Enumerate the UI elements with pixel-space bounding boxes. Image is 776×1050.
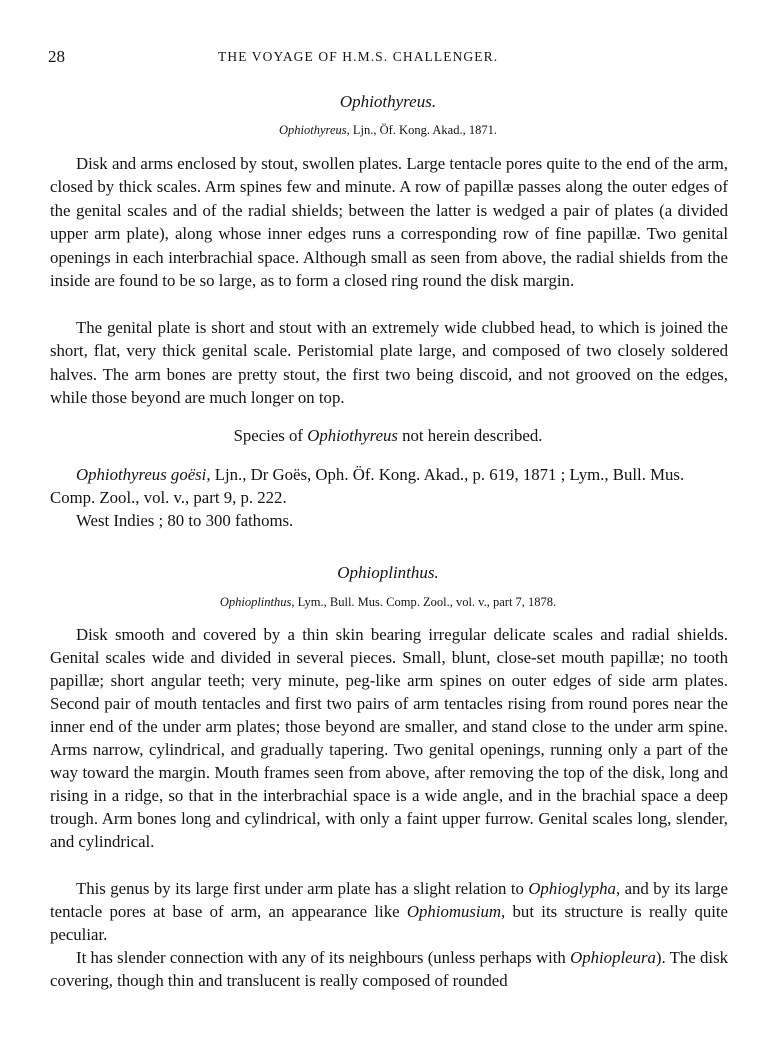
para5-text-a: It has slender connection with any of its neighbours (unless perhaps with (76, 948, 571, 967)
para4-text-c: , but its structure is really quite peculiar. (50, 902, 728, 944)
species-entry-goesi (50, 463, 728, 510)
citation-reference: , Ljn., Öf. Kong. Akad., 1871. (346, 123, 497, 137)
genus-ref-ophioglypha: Ophioglypha (528, 879, 616, 898)
species-list-heading (0, 426, 776, 446)
genus-ref-ophiopleura: Ophiopleura (570, 948, 656, 967)
para5-text-b: ). The disk covering, though thin and translucent is really composed of rounded (50, 948, 728, 990)
running-title: THE VOYAGE OF H.M.S. CHALLENGER. (218, 49, 499, 64)
running-head (48, 47, 728, 69)
citation-genus-name: Ophiothyreus (279, 123, 347, 137)
genus-heading-ophioplinthus: Ophioplinthus. (337, 563, 439, 582)
genus-citation-ophiothyreus (0, 123, 776, 138)
genus-heading-ophiothyreus: Ophiothyreus. (339, 92, 437, 111)
citation-reference-2: , Lym., Bull. Mus. Comp. Zool., vol. v., part 7, 1878. (291, 595, 557, 609)
genus-ref-ophiomusium: Ophiomusium (406, 902, 502, 921)
species-heading-pre: Species of (233, 426, 308, 445)
description-paragraph-2: The genital plate is short and stout with an extremely wide clubbed head, to which is joined the short, flat, very thick genital scale. Peristomial plate large, and composed of two closely soldered halves. The arm bones are pretty stout, the first two being discoid, and not grooved on the edges, while those beyond are much longer on top. (50, 318, 728, 408)
para4-text-b: , and by its large tentacle pores at base of arm, an appearance like (50, 879, 728, 921)
description-paragraph-4 (50, 877, 728, 946)
species-heading-genus: Ophiothyreus (307, 426, 398, 445)
species-entry-name: Ophiothyreus goësi (76, 465, 207, 484)
genus-citation-ophioplinthus (0, 595, 776, 610)
species-heading-post: not herein described. (397, 426, 543, 445)
citation-genus-name-2: Ophioplinthus (219, 595, 292, 609)
description-paragraph-1: Disk and arms enclosed by stout, swollen plates. Large tentacle pores quite to the end of the arm, closed by thick scales. Arm spines few and minute. A row of papillæ passes along the outer edges of the genital scales and of the radial shields; between the latter is wedged a pair of plates (a divided upper arm plate), along whose inner edges runs a corresponding row of fine papillæ. Two genital openings in each interbrachial space. Although small as seen from above, the radial shields from the inside are found to be so large, as to form a closed ring round the disk margin. (50, 154, 728, 291)
description-paragraph-5 (50, 946, 728, 992)
page-number: 28 (48, 47, 65, 66)
description-paragraph-3: Disk smooth and covered by a thin skin bearing irregular delicate scales and radial shields. Genital scales wide and divided in several pieces. Small, blunt, close-set mouth papillæ; no tooth papillæ; short angular teeth; very minute, peg-like arm spines on outer edges of side arm plates. Second pair of mouth tentacles and first two pairs of arm tentacles rising from round pores near the inner end of the under arm plates; those beyond are smaller, and stand close to the under arm spine. Arms narrow, cylindrical, and gradually tapering. Two genital openings, running only a part of the way toward the margin. Mouth frames seen from above, after removing the top of the disk, long and rising in a ridge, so that in the interbrachial space is a wide angle, and in the brachial space a deep trough. Arm bones long and cylindrical, with only a faint upper furrow. Genital scales long, slender, and cylindrical. (50, 625, 728, 851)
para4-text-a: This genus by its large first under arm plate has a slight relation to (76, 879, 529, 898)
species-locality: West Indies ; 80 to 300 fathoms. (76, 511, 294, 530)
species-entry-reference: , Ljn., Dr Goës, Oph. Öf. Kong. Akad., p. 619, 1871 ; Lym., Bull. Mus. Comp. Zool., vol. v., part 9, p. 222. (50, 465, 685, 508)
